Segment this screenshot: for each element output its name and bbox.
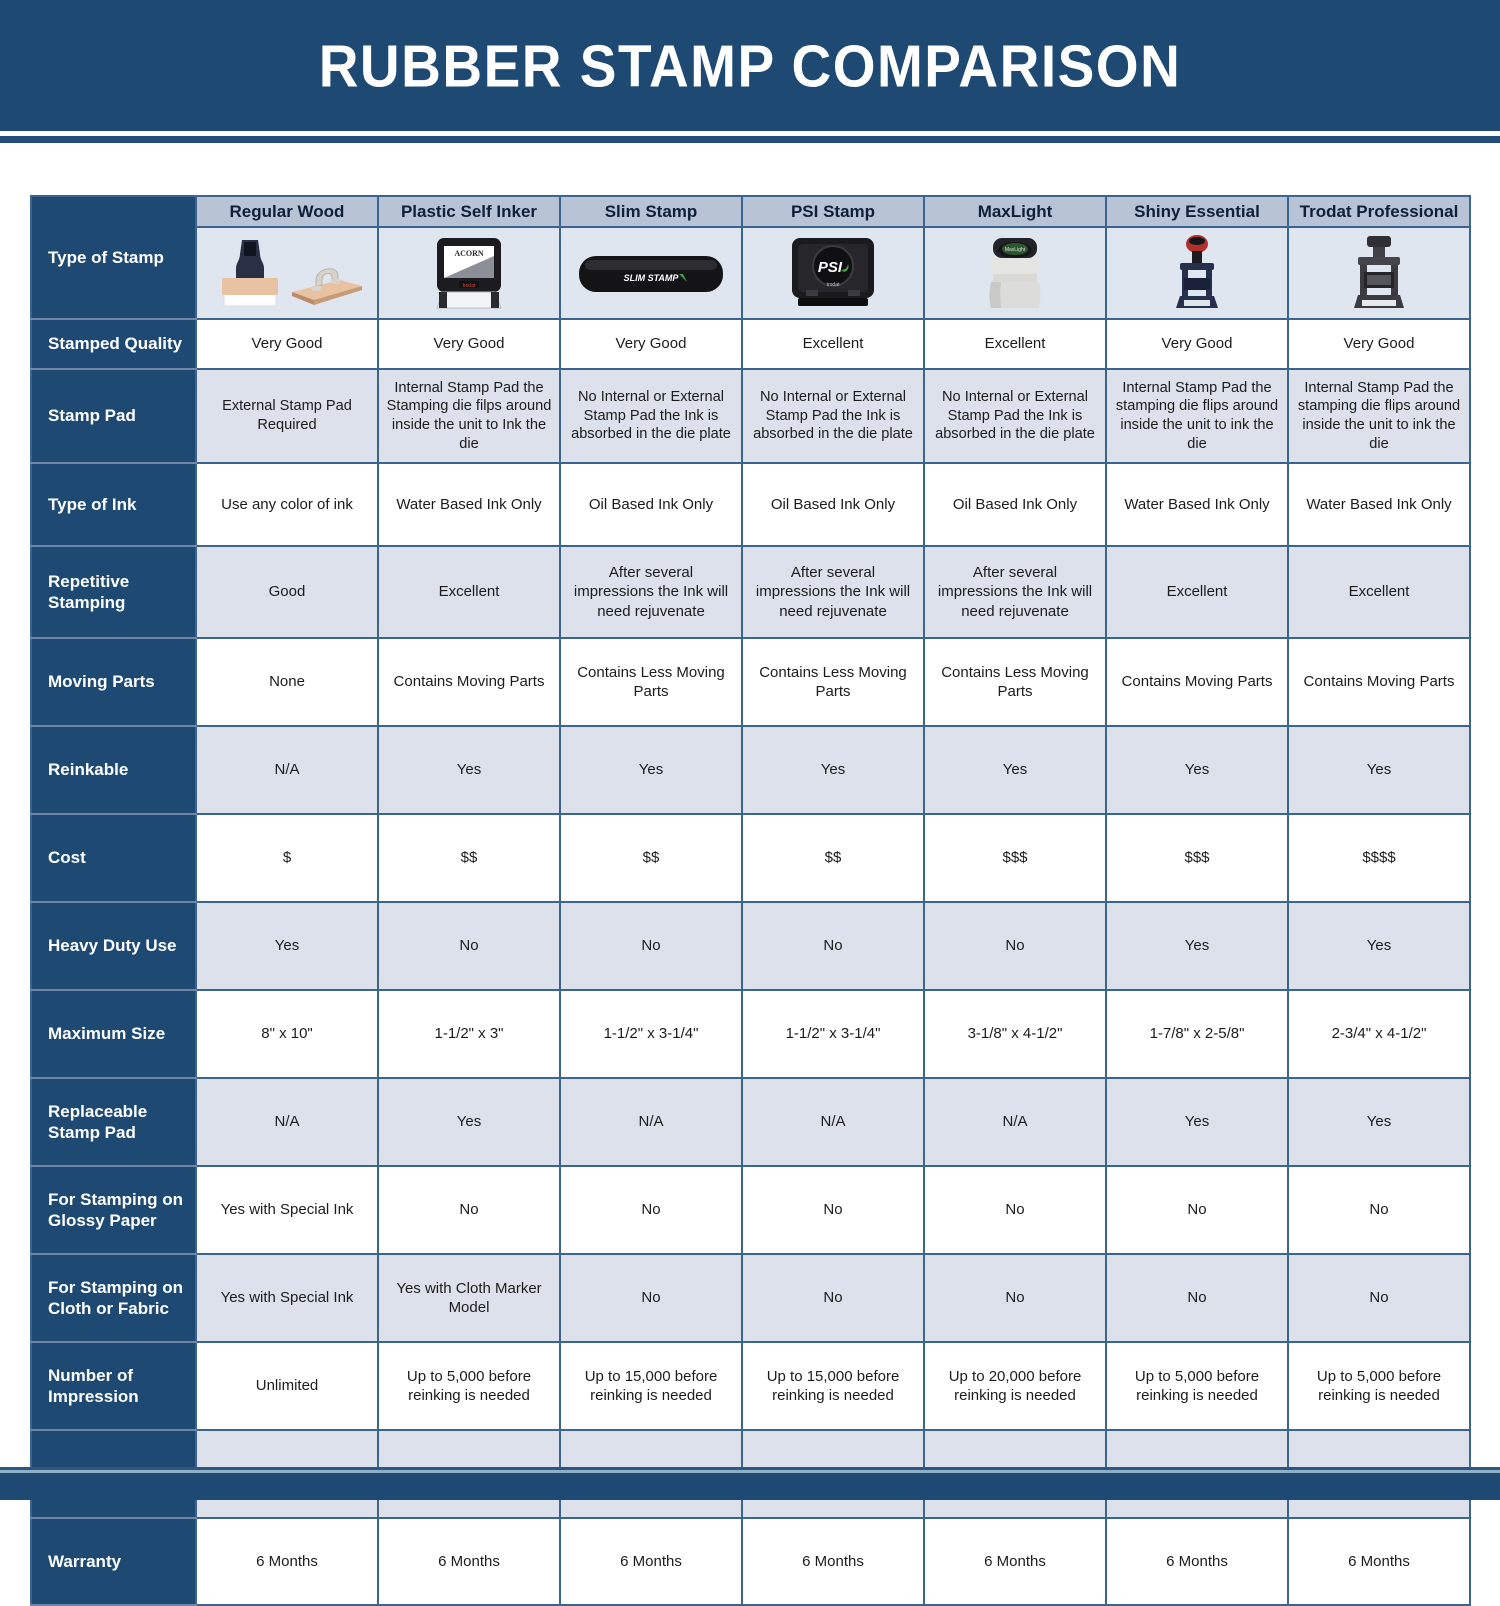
table-cell: External Stamp Pad Required — [196, 369, 378, 463]
table-cell: Up to 15,000 before reinking is needed — [560, 1342, 742, 1430]
table-row — [31, 990, 1470, 1078]
table-cell: Internal Stamp Pad the stamping die flips around inside the unit to ink the die — [1106, 369, 1288, 463]
table-cell: Very Good — [1106, 319, 1288, 369]
table-row — [31, 1078, 1470, 1166]
slim-stamp-image — [571, 234, 731, 312]
table-cell: Yes — [1288, 1078, 1470, 1166]
table-cell: Water Based Ink Only — [1106, 463, 1288, 546]
table-cell: No — [924, 902, 1106, 990]
table-cell: N/A — [196, 1078, 378, 1166]
svg-text:ACORN: ACORN — [454, 249, 484, 258]
table-cell: Yes with Special Ink — [196, 1254, 378, 1342]
table-cell: No Internal or External Stamp Pad the Ink is absorbed in the die plate — [924, 369, 1106, 463]
row-label: Warranty — [31, 1518, 196, 1605]
table-cell: Yes — [196, 902, 378, 990]
product-image-cell — [378, 227, 560, 319]
row-label: Repetitive Stamping — [31, 546, 196, 638]
table-row — [31, 319, 1470, 369]
shiny-essential-stamp-image — [1142, 234, 1252, 312]
table-cell: 2-3/4" x 4-1/2" — [1288, 990, 1470, 1078]
row-label: For Stamping on Cloth or Fabric — [31, 1254, 196, 1342]
table-cell: Yes — [1288, 726, 1470, 814]
table-cell: $ — [196, 814, 378, 902]
table-cell: Water Based Ink Only — [1288, 463, 1470, 546]
product-image-cell — [742, 227, 924, 319]
title-banner — [0, 0, 1500, 131]
table-cell: Yes — [1106, 1078, 1288, 1166]
table-cell: Excellent — [742, 319, 924, 369]
column-header-row — [31, 196, 1470, 227]
table-cell: $$$ — [1106, 814, 1288, 902]
table-cell: None — [196, 638, 378, 726]
table-cell: N/A — [742, 1078, 924, 1166]
row-label: Number of Impression — [31, 1342, 196, 1430]
table-cell: $$ — [742, 814, 924, 902]
trodat-professional-stamp-image — [1324, 234, 1434, 312]
column-header: Slim Stamp — [560, 196, 742, 227]
table-cell: N/A — [560, 1078, 742, 1166]
product-image-cell — [560, 227, 742, 319]
table-cell: Yes with Special Ink — [196, 1166, 378, 1254]
table-cell: No — [1106, 1166, 1288, 1254]
table-cell: Up to 5,000 before reinking is needed — [1106, 1342, 1288, 1430]
table-cell: Very Good — [1288, 319, 1470, 369]
regular-wood-stamp-image — [208, 234, 366, 312]
table-cell: Internal Stamp Pad the Stamping die filps around inside the unit to Ink the die — [378, 369, 560, 463]
table-cell: Excellent — [378, 546, 560, 638]
comparison-table-body — [31, 319, 1470, 1605]
svg-text:trodat: trodat — [826, 282, 840, 288]
column-header: MaxLight — [924, 196, 1106, 227]
table-cell: Very Good — [378, 319, 560, 369]
table-cell: Water Based Ink Only — [378, 463, 560, 546]
table-cell: No — [924, 1166, 1106, 1254]
table-cell: 1-1/2" x 3-1/4" — [560, 990, 742, 1078]
row-label: Heavy Duty Use — [31, 902, 196, 990]
svg-text:SLIM STAMP: SLIM STAMP — [623, 273, 679, 283]
table-cell: Yes — [378, 1078, 560, 1166]
table-cell: Use any color of ink — [196, 463, 378, 546]
table-cell: Very Good — [196, 319, 378, 369]
table-cell: $$ — [378, 814, 560, 902]
table-cell: Contains Less Moving Parts — [924, 638, 1106, 726]
table-cell: N/A — [924, 1078, 1106, 1166]
table-cell: Unlimited — [196, 1342, 378, 1430]
table-cell: After several impressions the Ink will need rejuvenate — [560, 546, 742, 638]
table-cell: Yes — [1288, 902, 1470, 990]
table-cell: Yes with Cloth Marker Model — [378, 1254, 560, 1342]
row-label: Moving Parts — [31, 638, 196, 726]
table-cell: Up to 5,000 before reinking is needed — [1288, 1342, 1470, 1430]
row-label: Reinkable — [31, 726, 196, 814]
product-image-cell — [196, 227, 378, 319]
psi-stamp-image — [768, 234, 898, 312]
table-row — [31, 902, 1470, 990]
comparison-table — [30, 195, 1471, 1606]
banner-rule — [0, 136, 1500, 143]
product-image-cell — [1288, 227, 1470, 319]
table-cell: Oil Based Ink Only — [560, 463, 742, 546]
table-cell: Yes — [378, 726, 560, 814]
table-cell: Up to 15,000 before reinking is needed — [742, 1342, 924, 1430]
table-cell: Up to 5,000 before reinking is needed — [378, 1342, 560, 1430]
column-header: Trodat Professional — [1288, 196, 1470, 227]
row-label: Type of Ink — [31, 463, 196, 546]
table-cell: 1-1/2" x 3" — [378, 990, 560, 1078]
comparison-table-wrap — [30, 195, 1470, 1606]
product-image-cell — [1106, 227, 1288, 319]
table-cell: No — [560, 902, 742, 990]
table-row — [31, 814, 1470, 902]
table-cell: 6 Months — [1288, 1518, 1470, 1605]
table-cell: No — [560, 1166, 742, 1254]
table-cell: Contains Less Moving Parts — [560, 638, 742, 726]
table-row — [31, 463, 1470, 546]
svg-text:trodat: trodat — [462, 283, 476, 289]
table-cell: Contains Moving Parts — [1106, 638, 1288, 726]
table-cell: No — [742, 902, 924, 990]
plastic-self-inker-stamp-image — [409, 234, 529, 312]
table-cell: No — [1288, 1166, 1470, 1254]
column-header: Plastic Self Inker — [378, 196, 560, 227]
table-row — [31, 546, 1470, 638]
table-cell: Contains Moving Parts — [378, 638, 560, 726]
table-cell: 6 Months — [196, 1518, 378, 1605]
row-label: Cost — [31, 814, 196, 902]
table-cell: No — [742, 1166, 924, 1254]
table-cell: No — [742, 1254, 924, 1342]
table-row — [31, 1342, 1470, 1430]
footer-band — [0, 1473, 1500, 1500]
table-cell: 1-7/8" x 2-5/8" — [1106, 990, 1288, 1078]
table-cell: Contains Less Moving Parts — [742, 638, 924, 726]
table-cell: After several impressions the Ink will need rejuvenate — [742, 546, 924, 638]
table-cell: 6 Months — [560, 1518, 742, 1605]
table-row — [31, 1166, 1470, 1254]
table-cell: After several impressions the Ink will need rejuvenate — [924, 546, 1106, 638]
column-header: PSI Stamp — [742, 196, 924, 227]
table-cell: Up to 20,000 before reinking is needed — [924, 1342, 1106, 1430]
table-cell: Yes — [1106, 902, 1288, 990]
table-cell: No Internal or External Stamp Pad the Ink is absorbed in the die plate — [742, 369, 924, 463]
table-cell: No — [560, 1254, 742, 1342]
row-label: For Stamping on Glossy Paper — [31, 1166, 196, 1254]
row-label: Maximum Size — [31, 990, 196, 1078]
table-cell: 6 Months — [742, 1518, 924, 1605]
table-cell: Yes — [1106, 726, 1288, 814]
table-cell: Excellent — [1106, 546, 1288, 638]
table-row — [31, 638, 1470, 726]
table-row — [31, 726, 1470, 814]
table-row — [31, 369, 1470, 463]
corner-label: Type of Stamp — [31, 196, 196, 319]
table-cell: No — [924, 1254, 1106, 1342]
table-cell: 1-1/2" x 3-1/4" — [742, 990, 924, 1078]
table-cell: Yes — [924, 726, 1106, 814]
table-cell: 6 Months — [378, 1518, 560, 1605]
table-cell: 6 Months — [924, 1518, 1106, 1605]
table-cell: Oil Based Ink Only — [924, 463, 1106, 546]
table-cell: 3-1/8" x 4-1/2" — [924, 990, 1106, 1078]
table-cell: No — [378, 902, 560, 990]
page-title: RUBBER STAMP COMPARISON — [318, 32, 1182, 99]
table-cell: Contains Moving Parts — [1288, 638, 1470, 726]
table-cell: Very Good — [560, 319, 742, 369]
table-cell: Oil Based Ink Only — [742, 463, 924, 546]
row-label: Replaceable Stamp Pad — [31, 1078, 196, 1166]
table-cell: Excellent — [1288, 546, 1470, 638]
table-cell: Excellent — [924, 319, 1106, 369]
footer — [0, 1467, 1500, 1500]
table-cell: N/A — [196, 726, 378, 814]
svg-text:MaxLight: MaxLight — [1004, 247, 1026, 253]
table-cell: Yes — [560, 726, 742, 814]
table-cell: $$$$ — [1288, 814, 1470, 902]
table-cell: 8" x 10" — [196, 990, 378, 1078]
column-header: Regular Wood — [196, 196, 378, 227]
table-cell: No — [1288, 1254, 1470, 1342]
table-cell: No — [1106, 1254, 1288, 1342]
table-row — [31, 1518, 1470, 1605]
row-label: Stamp Pad — [31, 369, 196, 463]
maxlight-stamp-image — [955, 234, 1075, 312]
table-row — [31, 1254, 1470, 1342]
table-cell: Good — [196, 546, 378, 638]
table-cell: 6 Months — [1106, 1518, 1288, 1605]
row-label: Stamped Quality — [31, 319, 196, 369]
table-cell: Internal Stamp Pad the stamping die flips around inside the unit to ink the die — [1288, 369, 1470, 463]
product-image-row — [31, 227, 1470, 319]
table-cell: Yes — [742, 726, 924, 814]
table-cell: $$$ — [924, 814, 1106, 902]
table-cell: No — [378, 1166, 560, 1254]
column-header: Shiny Essential — [1106, 196, 1288, 227]
product-image-cell — [924, 227, 1106, 319]
table-cell: $$ — [560, 814, 742, 902]
table-cell: No Internal or External Stamp Pad the Ink is absorbed in the die plate — [560, 369, 742, 463]
svg-text:PSI: PSI — [817, 259, 843, 276]
